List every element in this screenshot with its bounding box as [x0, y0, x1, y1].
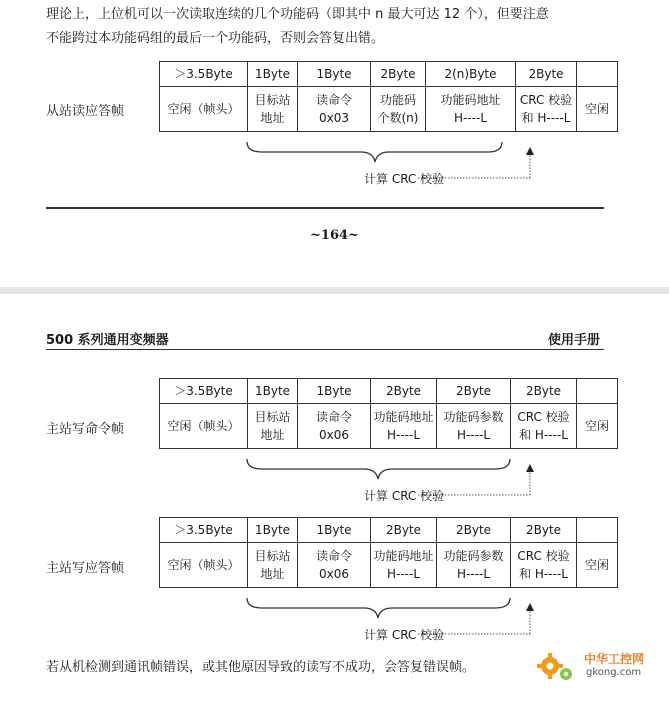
crc-calc-label: 计算 CRC 校验 [364, 489, 445, 503]
frame-header-cell: 1Byte [248, 518, 298, 543]
cell-text: 空闲 [584, 102, 609, 116]
frame-header-cell: 2Byte [371, 379, 437, 404]
frame-header-cell: ＞3.5Byte [160, 62, 248, 87]
frame-header-cell: ＞3.5Byte [160, 379, 248, 404]
cell-text: 地址 [260, 111, 285, 125]
frame-header-cell: 1Byte [298, 62, 371, 87]
cell-text: 目标站 [254, 410, 291, 424]
error-frame-paragraph: 若从机检测到通讯帧错误，或其他原因导致的读写不成功，会答复错误帧。 [46, 660, 476, 675]
cell-text: CRC 校验 [517, 410, 570, 424]
cell-text: 空闲 [584, 558, 609, 572]
cell-text: 功能码地址 [373, 410, 434, 424]
crc-calc-label: 计算 CRC 校验 [364, 628, 445, 642]
crc-range-brace [247, 598, 510, 618]
frame-header-cell: 2Byte [437, 379, 511, 404]
cell-text: 读命令 [315, 93, 352, 107]
page-header-title: 500 系列通用变频器 [46, 333, 169, 348]
cell-text: 和 H----L [519, 567, 568, 581]
gkong-watermark-logo [536, 648, 664, 684]
cell-text: 个数(n) [377, 111, 419, 125]
cell-text: 功能码 [379, 93, 416, 107]
frame-label-master-write-response: 主站写应答帧 [46, 561, 125, 576]
page-number: ~164~ [310, 228, 359, 243]
arrow-up-icon [526, 464, 534, 472]
cell-text: 地址 [260, 567, 285, 581]
cell-text: 读命令 [315, 549, 352, 563]
cell-text: H----L [386, 428, 421, 442]
crc-range-brace [247, 459, 510, 479]
intro-paragraph-line-1: 理论上，上位机可以一次读取连续的几个功能码（即其中 n 最大可达 12 个），但要注意 [46, 7, 549, 22]
cell-text: H----L [456, 567, 491, 581]
cell-text: H----L [386, 567, 421, 581]
cell-text: 功能码地址 [373, 549, 434, 563]
frame-header-cell: ＞3.5Byte [160, 518, 248, 543]
frame-label-master-write-command: 主站写命令帧 [46, 422, 125, 437]
cell-text: 0x03 [318, 111, 349, 125]
cell-text: 空闲 [584, 419, 609, 433]
arrow-up-icon [526, 603, 534, 611]
cell-text: 功能码地址 [440, 93, 501, 107]
intro-paragraph-line-2: 不能跨过本功能码组的最后一个功能码，否则会答复出错。 [46, 31, 385, 46]
frame-header-cell: 2Byte [511, 518, 577, 543]
cell-text: 和 H----L [521, 111, 571, 125]
frame-label-slave-read-response: 从站读应答帧 [46, 104, 125, 119]
crc-calc-label: 计算 CRC 校验 [364, 172, 445, 186]
cell-text: 空闲（帧头） [167, 102, 240, 116]
cell-text: 地址 [260, 428, 285, 442]
cell-text: 空闲（帧头） [167, 558, 240, 572]
cell-text: 读命令 [315, 410, 352, 424]
cell-text: 0x06 [318, 567, 349, 581]
frame-header-cell: 2Byte [516, 62, 577, 87]
frame-header-cell: 1Byte [248, 379, 298, 404]
cell-text: 目标站 [254, 93, 291, 107]
cell-text: CRC 校验 [517, 549, 570, 563]
frame-header-cell: 2Byte [511, 379, 577, 404]
frame-header-cell: 2Byte [437, 518, 511, 543]
cell-text: 和 H----L [519, 428, 568, 442]
cell-text: H----L [456, 428, 491, 442]
cell-text: 功能码参数 [443, 410, 504, 424]
cell-text: 0x06 [318, 428, 349, 442]
cell-text: 功能码参数 [443, 549, 504, 563]
frame-header-cell: 1Byte [298, 518, 371, 543]
frame-header-cell: 2Byte [371, 518, 437, 543]
watermark-cn: 中华工控网 [584, 652, 645, 666]
cell-text: 空闲（帧头） [167, 419, 240, 433]
cell-text: H----L [453, 111, 488, 125]
page-header-manual: 使用手册 [548, 333, 601, 348]
watermark-url: gkong.com [586, 667, 642, 678]
cell-text: CRC 校验 [519, 93, 573, 107]
cell-text: 目标站 [254, 549, 291, 563]
frame-header-cell: 1Byte [298, 379, 371, 404]
frame-header-cell: 2Byte [371, 62, 426, 87]
frame-header-cell: 2(n)Byte [426, 62, 516, 87]
frame-header-cell: 1Byte [248, 62, 298, 87]
